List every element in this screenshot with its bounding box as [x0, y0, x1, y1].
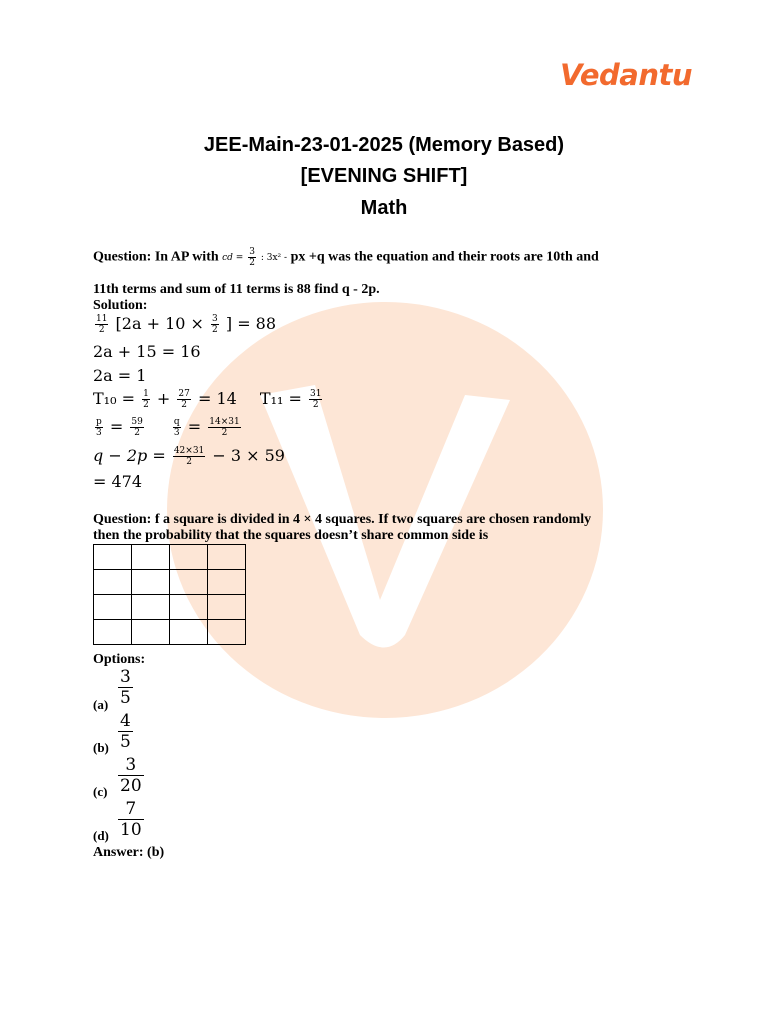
question-2-line-1: Question: f a square is divided in 4 × 4 squares. If two squares are chosen randomly — [93, 512, 592, 527]
subject-label: Math — [360, 197, 408, 219]
vedantu-logo: Vedantu — [560, 58, 692, 92]
question-1-equation: cd = $\frac{3}{2}$ : 3x² - — [222, 247, 288, 268]
option-a-fraction: 3 5 — [120, 667, 131, 708]
question-1-text-a: px +q was the equation and their roots are 10th and — [290, 249, 599, 265]
question-2-line-2: then the probability that the squares doesn’t share common side is — [93, 528, 489, 543]
option-b-label: (b) — [93, 740, 109, 755]
shift-label: [EVENING SHIFT] — [300, 165, 468, 187]
solution-step-7: = 474 — [93, 472, 143, 491]
option-c-label: (c) — [93, 784, 108, 799]
vedantu-watermark — [165, 300, 605, 720]
solution-label: Solution: — [93, 298, 148, 313]
solution-step-6: q − 2p = $\frac{42\times 31}{2}$ − 3 × 59 — [93, 446, 285, 467]
options-label: Options: — [93, 652, 146, 667]
option-b-fraction: 4 5 — [120, 711, 131, 752]
question-1-line-1 — [93, 247, 599, 268]
solution-step-4: T₁₀ = $\frac{1}{2}$ + $\frac{27}{2}$ = 14 T₁₁ = $\frac{31}{2}$ — [93, 389, 322, 410]
option-d-label: (d) — [93, 828, 109, 843]
option-a-label: (a) — [93, 697, 109, 712]
four-by-four-grid — [93, 544, 246, 645]
solution-step-5: $\frac{p}{3}$ = $\frac{59}{2}$ $\frac{q}{3}$ = $\frac{14\times 31}{2}$ — [96, 417, 240, 438]
option-d-fraction: 7 10 — [120, 799, 142, 840]
question-1-line-2: 11th terms and sum of 11 terms is 88 find q - 2p. — [93, 282, 380, 297]
option-c-fraction: 3 20 — [120, 755, 142, 796]
answer-label: Answer: (b) — [93, 845, 165, 860]
solution-step-1: $\frac{11}{2}$ [2a + 10 × $\frac{3}{2}$ ] = 88 — [96, 314, 277, 335]
solution-step-2: 2a + 15 = 16 — [93, 342, 201, 361]
page-title: JEE-Main-23-01-2025 (Memory Based) — [203, 134, 565, 156]
question-1-prefix: Question: In AP with — [93, 249, 219, 265]
solution-step-3: 2a = 1 — [93, 366, 147, 385]
